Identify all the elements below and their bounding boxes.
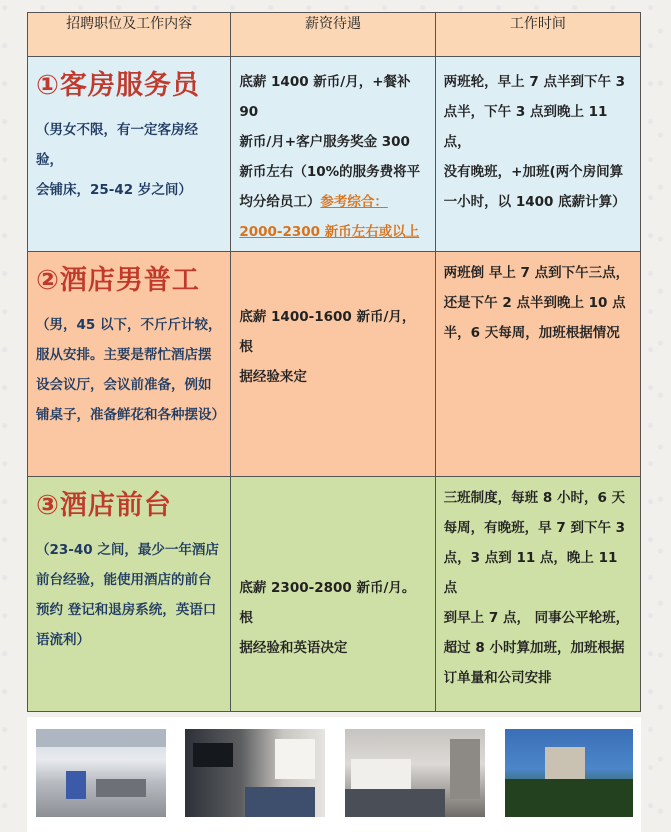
salary-text: 底薪 2300-2800 新币/月。根 据经验和英语决定 [239, 580, 416, 656]
job-info-cell [28, 57, 231, 252]
hours-text: 两班轮，早上 7 点半到下午 3 点半，下午 3 点到晚上 11 点， 没有晚班，+加班(两个房间算 一小时，以 1400 底薪计算） [443, 74, 626, 210]
hotel-lobby-photo [36, 729, 166, 817]
salary-cell [231, 57, 435, 252]
table-row [28, 477, 641, 712]
hours-text: 三班制度，每班 8 小时，6 天 每周，有晚班，早 7 到下午 3 点，3 点到 11 点，晚上 11 点 到早上 7 点， 同事公平轮班， 超过 8 小时算加班，加班根据 订单量和公司安排 [443, 490, 630, 686]
hotel-bedroom-photo [345, 729, 485, 817]
hours-text: 两班倒 早上 7 点到下午三点， 还是下午 2 点半到晚上 10 点 半，6 天每周，加班根据情况 [443, 265, 630, 341]
header-hours: 工作时间 [435, 13, 640, 57]
table-row [28, 57, 641, 252]
job-requirements: （男，45 以下，不斤斤计较， 服从安排。主要是帮忙酒店摆 设会议厅，会议前准备，例如 铺桌子，准备鲜花和各种摆设） [36, 317, 225, 423]
job-info-cell [28, 252, 231, 477]
salary-reference-range: 2000-2300 新币左右或以上 [239, 224, 420, 240]
hours-cell [435, 477, 640, 712]
job-table [27, 12, 641, 712]
hours-cell [435, 57, 640, 252]
hotel-exterior-photo [505, 729, 633, 817]
salary-cell [231, 477, 435, 712]
header-positions: 招聘职位及工作内容 [28, 13, 231, 57]
hours-cell [435, 252, 640, 477]
salary-reference-label: 参考综合： [320, 194, 388, 210]
job-title: ①客房服务员 [36, 70, 200, 101]
salary-text: 底薪 1400 新币/月，+餐补 90 新币/月+客户服务奖金 300 新币左右（10%的服务费将平 均分给员工）参考综合： 2000-2300 新币左右或以上 [239, 74, 421, 240]
job-info-cell [28, 477, 231, 712]
job-requirements: （23-40 之间，最少一年酒店 前台经验，能使用酒店的前台 预约 登记和退房系统，英语口 语流利） [36, 542, 219, 648]
header-salary: 薪资待遇 [231, 13, 435, 57]
table-row [28, 252, 641, 477]
job-title: ②酒店男普工 [36, 265, 200, 296]
hotel-room-photo [185, 729, 325, 817]
job-requirements: （男女不限，有一定客房经验， 会铺床，25-42 岁之间） [36, 122, 198, 198]
table-header-row [28, 13, 641, 57]
job-title: ③酒店前台 [36, 490, 172, 521]
salary-text: 底薪 1400-1600 新币/月，根 据经验来定 [239, 309, 416, 385]
salary-cell [231, 252, 435, 477]
photo-strip [27, 717, 641, 832]
